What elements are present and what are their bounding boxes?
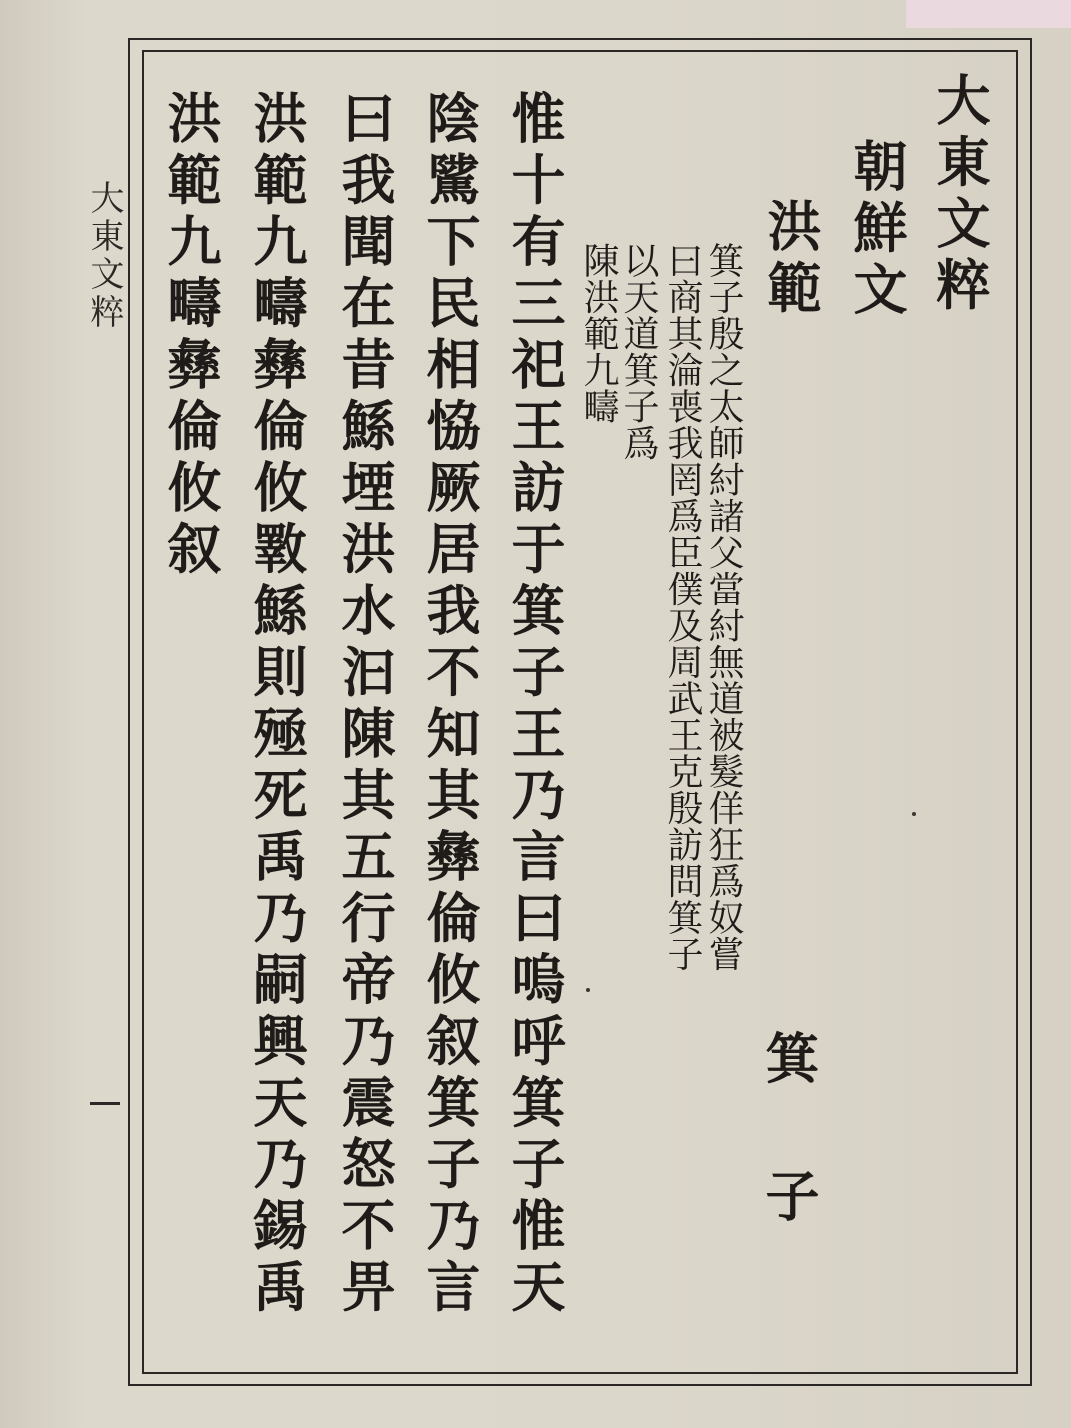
body-column-3: 曰我聞在昔鯀堙洪水汩陳其五行帝乃震怒不畀 (333, 90, 397, 1320)
body-column-4: 洪範九疇彝倫攸斁鯀則殛死禹乃嗣興天乃錫禹 (245, 90, 309, 1320)
piece-title: 洪範 (759, 198, 823, 321)
ink-speck (586, 988, 590, 992)
margin-book-title: 大東文粹 (84, 180, 124, 332)
annotation-column-2: 曰商其淪喪我罔爲臣僕及周武王克殷訪問箕子 (662, 242, 703, 972)
author-char: 箕 (757, 1030, 821, 1084)
page-number-mark (90, 1102, 120, 1105)
annotation-column-4: 陳洪範九疇 (578, 242, 619, 425)
body-column-1: 惟十有三祀王訪于箕子王乃言曰嗚呼箕子惟天 (503, 90, 567, 1320)
corner-tab (906, 0, 1071, 28)
body-column-2: 陰騭下民相恊厥居我不知其彝倫攸叙箕子乃言 (418, 90, 482, 1320)
annotation-column-1: 箕子殷之太師紂諸父當紂無道被髮佯狂爲奴嘗 (703, 242, 744, 972)
author-char: 子 (757, 1168, 821, 1222)
body-column-5: 洪範九疇彝倫攸叙 (159, 90, 223, 582)
ink-speck (912, 812, 916, 816)
collection-title: 大東文粹 (928, 72, 992, 318)
author-name (757, 1030, 821, 1222)
section-title: 朝鮮文 (845, 138, 909, 323)
annotation-column-3: 以天道箕子爲 (618, 242, 659, 461)
